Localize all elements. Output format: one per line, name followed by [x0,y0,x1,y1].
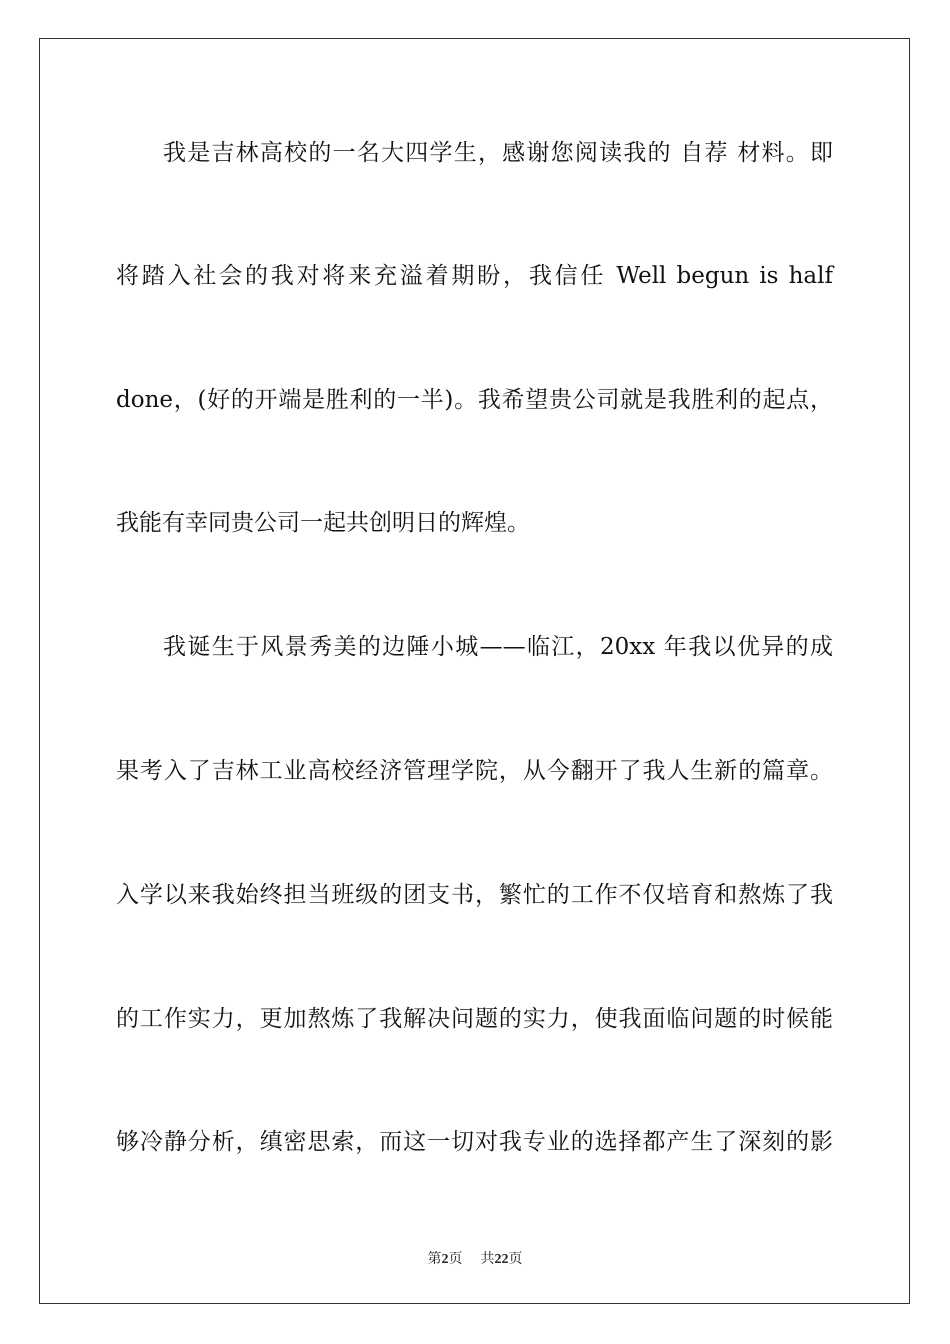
footer-total-number: 22 [494,1252,509,1267]
footer-page-suffix: 页 [448,1252,463,1267]
page-footer [0,1248,950,1268]
paragraph-1-line-1: 我是吉林高校的一名大四学生，感谢您阅读我的 自荐 材料。即 [163,140,833,166]
paragraph-2-line-1: 我诞生于风景秀美的边陲小城——临江，20xx 年我以优异的成 [163,634,833,660]
footer-page-number: 2 [441,1252,449,1267]
paragraph-2-line-3: 入学以来我始终担当班级的团支书，繁忙的工作不仅培育和熬炼了我 [116,882,833,908]
paragraph-2-line-4: 的工作实力，更加熬炼了我解决问题的实力，使我面临问题的时候能 [116,1006,833,1032]
paragraph-1-line-2: 将踏入社会的我对将来充溢着期盼，我信任 Well begun is half [116,263,833,289]
footer-total-suffix: 页 [508,1252,523,1267]
paragraph-1-line-3: done，(好的开端是胜利的一半)。我希望贵公司就是我胜利的起点， [116,387,833,413]
paragraph-1-line-4: 我能有幸同贵公司一起共创明日的辉煌。 [116,510,530,536]
page-border [39,38,910,1304]
footer-total-prefix: 共 [480,1252,495,1267]
paragraph-2-line-5: 够冷静分析，缜密思索，而这一切对我专业的选择都产生了深刻的影 [116,1129,833,1155]
footer-page-prefix: 第 [427,1252,442,1267]
paragraph-2-line-2: 果考入了吉林工业高校经济管理学院，从今翻开了我人生新的篇章。 [116,758,833,784]
